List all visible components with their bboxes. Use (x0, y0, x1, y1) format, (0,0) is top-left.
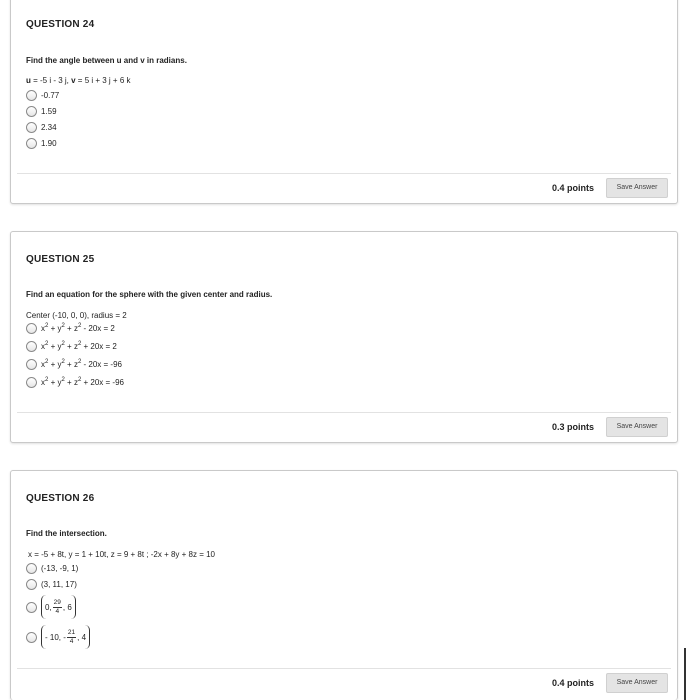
answer-option[interactable] (26, 87, 59, 103)
radio-button[interactable] (26, 359, 37, 370)
question-title: QUESTION 26 (26, 493, 95, 504)
save-answer-button[interactable]: Save Answer (606, 178, 668, 198)
answer-option-label: $x^2 + y^2 + z^2 - 20x = 2$ (41, 322, 115, 333)
answer-option-label: 1.59 (41, 106, 57, 116)
points-label: 0.3 points (552, 422, 595, 432)
question-given: x = -5 + 8t, y = 1 + 10t, z = 9 + 8t ; -2x + 8y + 8z = 10 (28, 550, 215, 559)
question-title: QUESTION 24 (26, 19, 95, 30)
save-answer-button[interactable]: Save Answer (606, 673, 668, 693)
answer-option-label: $x^2 + y^2 + z^2 - 20x = -96$ (41, 358, 122, 369)
question-26-card (10, 470, 678, 700)
question-given (26, 76, 131, 85)
v-expression: = 5 i + 3 j + 6 k (75, 76, 131, 85)
answer-option[interactable] (26, 576, 90, 592)
footer-divider (17, 173, 671, 174)
question-title: QUESTION 25 (26, 254, 95, 265)
answer-option[interactable] (26, 338, 124, 354)
radio-button[interactable] (26, 106, 37, 117)
question-24-card (10, 0, 678, 204)
answer-option-label: 2.34 (41, 122, 57, 132)
radio-button[interactable] (26, 138, 37, 149)
fraction: $\frac{29}{4}$ (53, 598, 61, 615)
save-answer-button[interactable]: Save Answer (606, 417, 668, 437)
fraction: $\frac{21}{4}$ (67, 628, 76, 645)
question-prompt: Find an equation for the sphere with the given center and radius. (26, 290, 273, 299)
points-label: 0.4 points (552, 678, 595, 688)
question-prompt: Find the intersection. (26, 529, 107, 538)
radio-button[interactable] (26, 377, 37, 388)
question-given: Center (-10, 0, 0), radius = 2 (26, 311, 127, 320)
question-25-card (10, 231, 678, 443)
question-prompt: Find the angle between u and v in radians. (26, 56, 187, 65)
footer-divider (17, 412, 671, 413)
answer-option[interactable] (26, 135, 59, 151)
u-expression: = -5 i - 3 j, (30, 76, 72, 85)
answer-option-label: $x^2 + y^2 + z^2 + 20x = 2$ (41, 340, 117, 351)
answer-option-label: -0.77 (41, 90, 60, 100)
answer-option[interactable] (26, 622, 90, 652)
v-label: v (71, 76, 76, 85)
radio-button[interactable] (26, 602, 37, 613)
answer-option-label: 1.90 (41, 138, 57, 148)
radio-button[interactable] (26, 323, 37, 334)
radio-button[interactable] (26, 563, 37, 574)
answer-options (26, 560, 90, 652)
answer-option[interactable] (26, 374, 124, 390)
radio-button[interactable] (26, 90, 37, 101)
radio-button[interactable] (26, 579, 37, 590)
answer-option[interactable] (26, 320, 124, 336)
answer-option-label: 0, $\frac{29}{4}$ , 6 (41, 595, 76, 619)
answer-option-label: - 10, - $\frac{21}{4}$ , 4 (41, 625, 90, 649)
answer-option[interactable] (26, 119, 59, 135)
radio-button[interactable] (26, 632, 37, 643)
answer-option-label: (-13, -9, 1) (41, 563, 79, 573)
answer-option-label: (3, 11, 17) (41, 579, 77, 589)
answer-option[interactable] (26, 356, 124, 372)
radio-button[interactable] (26, 341, 37, 352)
answer-options (26, 320, 124, 390)
u-label: u (26, 76, 31, 85)
answer-options (26, 87, 59, 151)
points-label: 0.4 points (552, 183, 595, 193)
footer-divider (17, 668, 671, 669)
answer-option[interactable] (26, 560, 90, 576)
radio-button[interactable] (26, 122, 37, 133)
answer-option[interactable] (26, 103, 59, 119)
answer-option[interactable] (26, 592, 90, 622)
page-scrollbar[interactable] (684, 648, 686, 700)
answer-option-label: $x^2 + y^2 + z^2 + 20x = -96$ (41, 376, 124, 387)
